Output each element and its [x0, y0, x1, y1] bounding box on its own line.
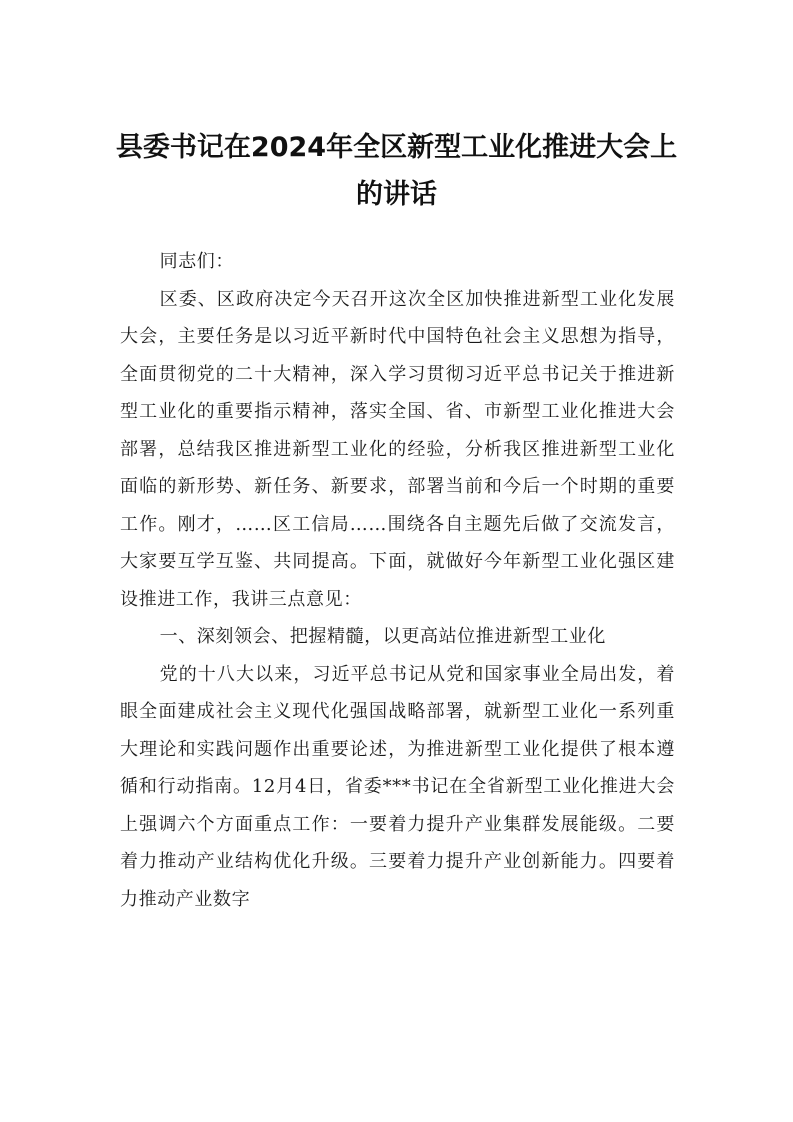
paragraph-intro: 区委、区政府决定今天召开这次全区加快推进新型工业化发展大会，主要任务是以习近平新时代中国特色社会主义思想为指导，全面贯彻党的二十大精神，深入学习贯彻习近平总书记关于推进新型工业化的重要指示精神，落实全国、省、市新型工业化推进大会部署，总结我区推进新型工业化的经验，分析我区推进新型工业化面临的新形势、新任务、新要求，部署当前和今后一个时期的重要工作。刚才，……区工信局……围绕各自主题先后做了交流发言，大家要互学互鉴、共同提高。下面，就做好今年新型工业化强区建设推进工作，我讲三点意见： [120, 288, 675, 610]
document-body [120, 243, 675, 918]
section-heading-1: 一、深刻领会、把握精髓，以更高站位推进新型工业化 [159, 626, 606, 647]
document-title: 县委书记在2024年全区新型工业化推进大会上的讲话 [115, 132, 678, 210]
paragraph-section-1: 党的十八大以来，习近平总书记从党和国家事业全局出发，着眼全面建成社会主义现代化强国战略部署，就新型工业化一系列重大理论和实践问题作出重要论述，为推进新型工业化提供了根本遵循和行动指南。12月4日，省委***书记在全省新型工业化推进大会上强调六个方面重点工作：一要着力提升产业集群发展能级。二要着力推动产业结构优化升级。三要着力提升产业创新能力。四要着力推动产业数字 [120, 663, 675, 910]
salutation: 同志们： [159, 251, 234, 272]
